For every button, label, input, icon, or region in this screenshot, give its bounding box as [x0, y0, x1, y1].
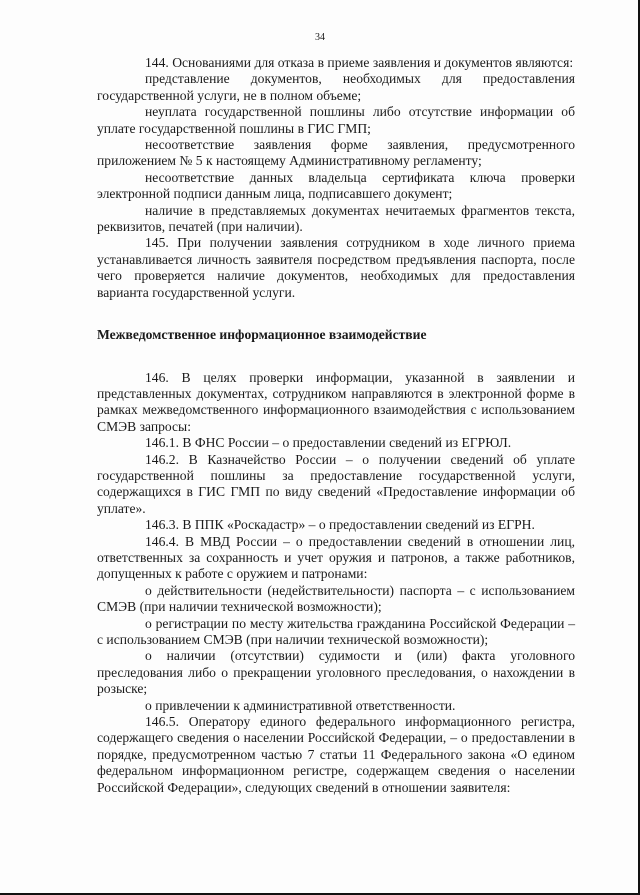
paragraph: 146.5. Оператору единого федерального информационного регистра, содержащего сведения о населении Российской Федерации, – о предоставлении в порядке, предусмотренном частью 7 статьи 11 Федерального закона «О едином федеральном информационном регистре, содержащем сведения о населении Российской Федерации», следующих сведений в отношении заявителя: — [97, 714, 575, 795]
paragraph: о привлечении к административной ответственности. — [145, 697, 456, 713]
page-number: 34 — [315, 32, 325, 43]
paragraph: несоответствие данных владельца сертификата ключа проверки электронной подписи данным лица, подписавшего документ; — [97, 169, 575, 202]
paragraph: неуплата государственной пошлины либо отсутствие информации об уплате государственной пошлины в ГИС ГМП; — [97, 104, 575, 136]
paragraph: о регистрации по месту жительства гражданина Российской Федерации – с использованием СМЭВ (при наличии технической возможности); — [97, 615, 575, 647]
document-body — [97, 55, 575, 796]
paragraph: о наличии (отсутствии) судимости и (или) факта уголовного преследования либо о прекращении уголовного преследования, о нахождении в розыске; — [97, 648, 575, 697]
paragraph: несоответствие заявления форме заявления, предусмотренного приложением № 5 к настоящему Административному регламенту; — [97, 137, 575, 169]
paragraph: 146.3. В ППК «Роскадастр» – о предоставлении сведений из ЕГРН. — [145, 517, 535, 533]
paragraph: о действительности (недействительности) паспорта – с использованием СМЭВ (при наличии технической возможности); — [97, 582, 575, 615]
section-heading: Межведомственное информационное взаимодействие — [97, 327, 427, 343]
paragraph: 145. При получении заявления сотрудником в ходе личного приема устанавливается личность заявителя посредством предъявления паспорта, после чего проверяется наличие документов, необходимых для предоставления варианта государственной услуги. — [97, 235, 575, 300]
paragraph: наличие в представляемых документах нечитаемых фрагментов текста, реквизитов, печатей (при наличии). — [97, 202, 575, 235]
paragraph: представление документов, необходимых для предоставления государственной услуги, не в полном объеме; — [97, 71, 575, 103]
paragraph: 146.4. В МВД России – о предоставлении сведений в отношении лиц, ответственных за сохранность и учет оружия и патронов, а также работников, допущенных к работе с оружием и патронами: — [97, 533, 575, 582]
paragraph: 146.2. В Казначейство России – о получении сведений об уплате государственной пошлины за предоставление государственной услуги, содержащихся в ГИС ГМП по виду сведений «Предоставление информации об уплате». — [97, 451, 575, 516]
paragraph: 146. В целях проверки информации, указанной в заявлении и представленных документах, сотрудником направляются в электронной форме в рамках межведомственного информационного взаимодействия с использованием СМЭВ запросы: — [97, 369, 575, 434]
paragraph: 146.1. В ФНС России – о предоставлении сведений из ЕГРЮЛ. — [145, 435, 512, 451]
paragraph: 144. Основаниями для отказа в приеме заявления и документов являются: — [145, 55, 574, 70]
